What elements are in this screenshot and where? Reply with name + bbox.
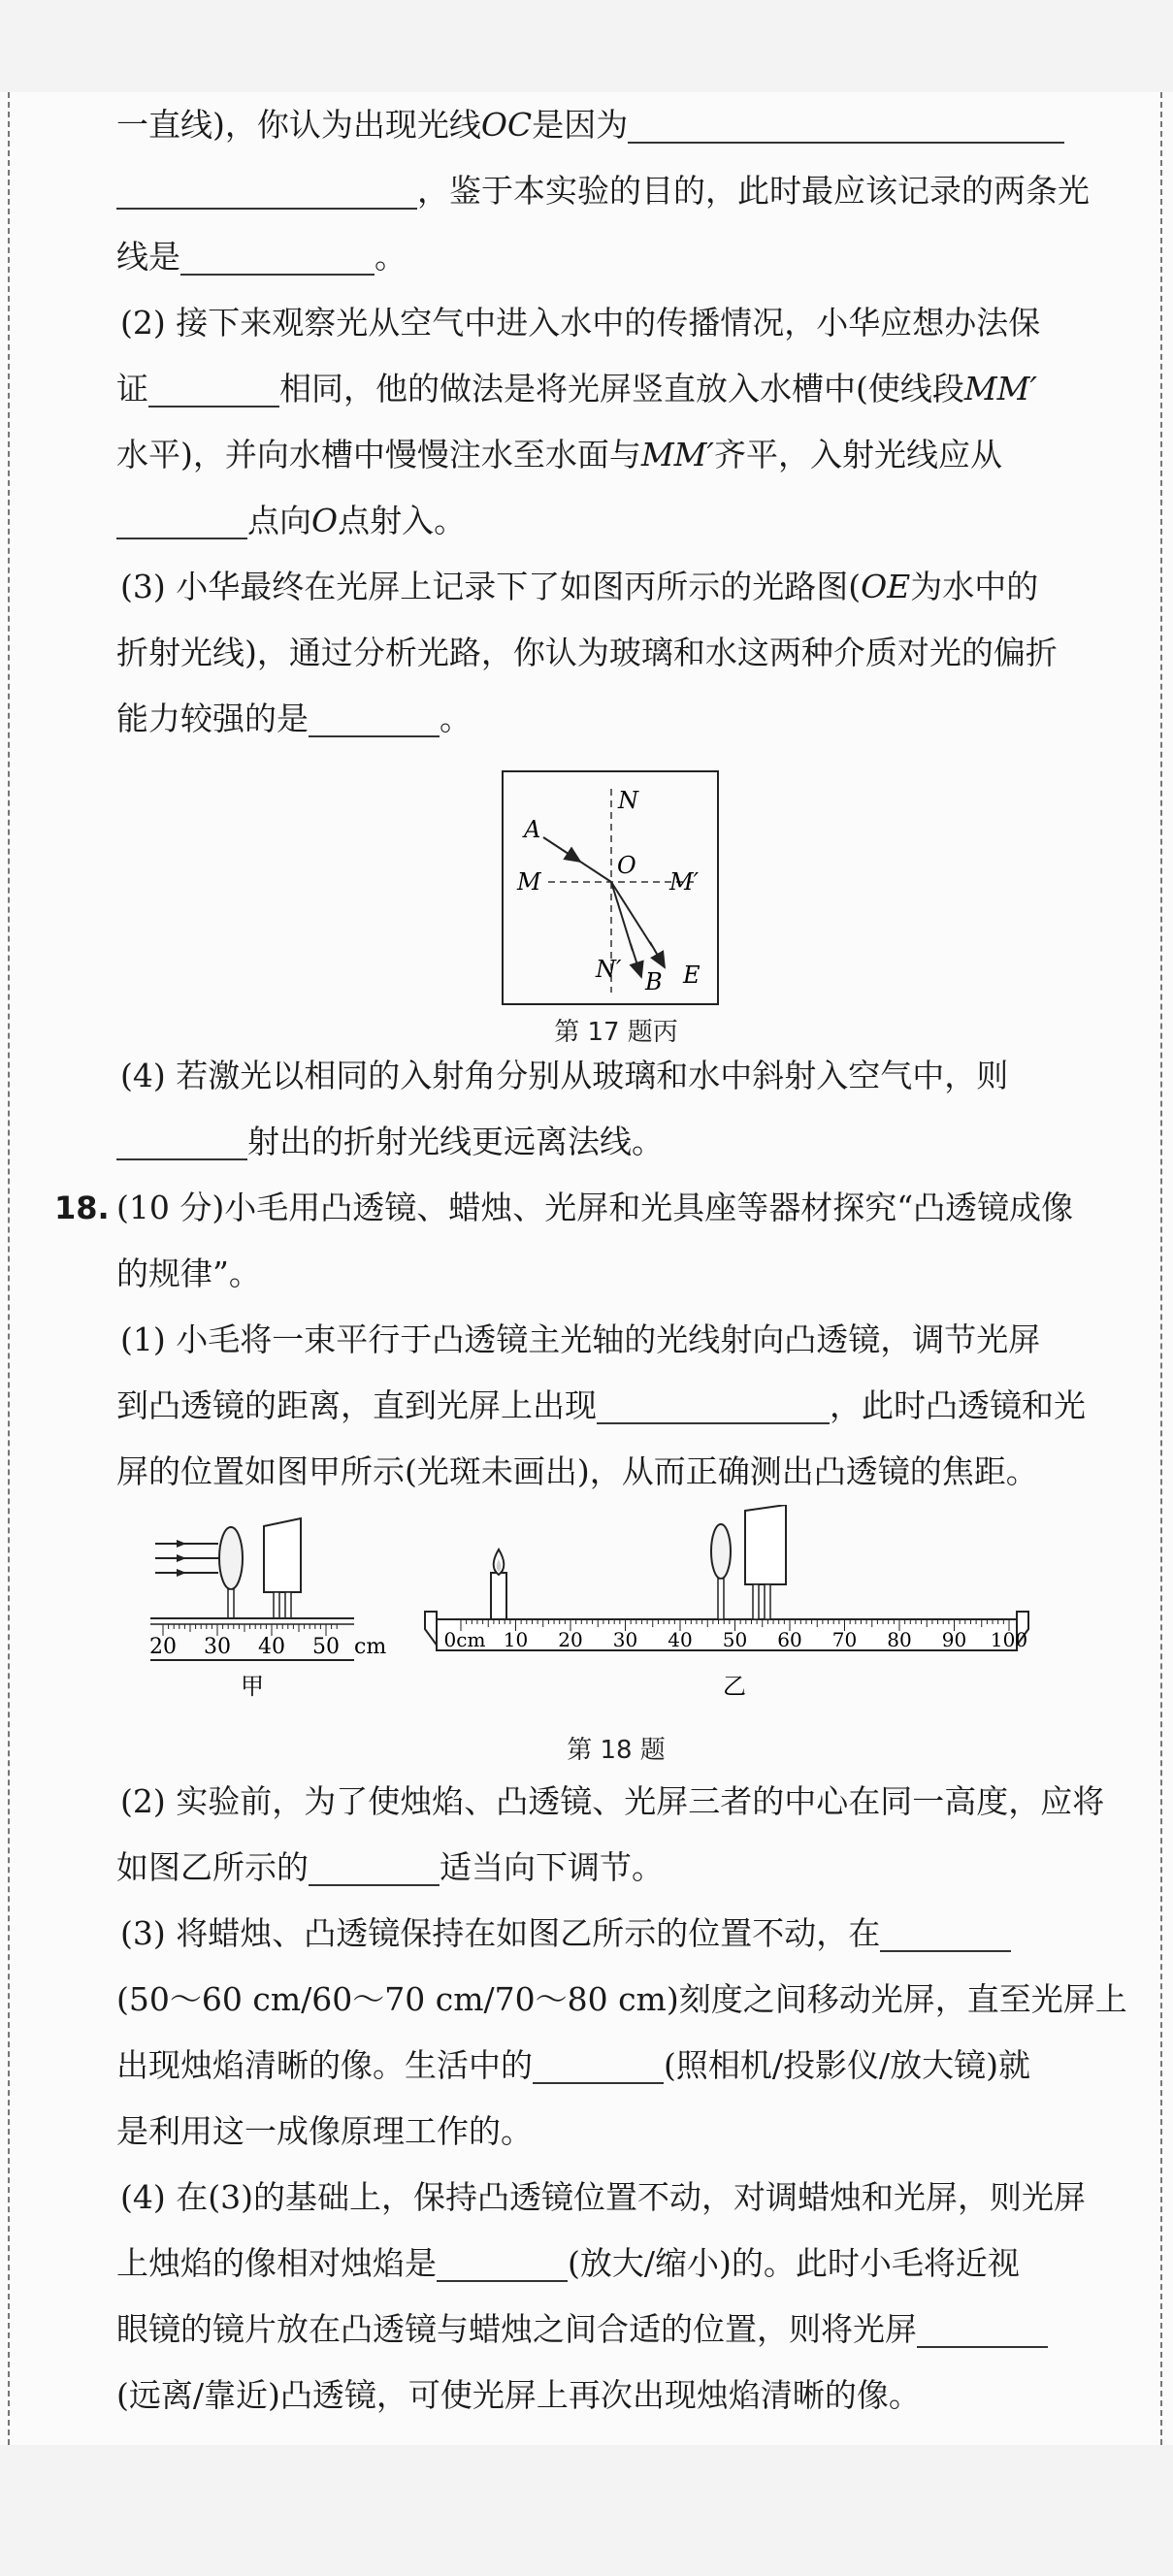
label-o: O <box>617 852 636 879</box>
q18-part1-line-3: 屏的位置如图甲所示(光斑未画出)，从而正确测出凸透镜的焦距。 <box>116 1452 1038 1490</box>
q18-part2-line-2: 如图乙所示的 适当向下调节。 <box>116 1848 664 1886</box>
q17-part4-line-1: (4) 若激光以相同的入射角分别从玻璃和水中斜射入空气中，则 <box>120 1057 1009 1094</box>
q18-part1-line-1: (1) 小毛将一束平行于凸透镜主光轴的光线射向凸透镜，调节光屏 <box>120 1321 1041 1358</box>
answer-blank[interactable] <box>917 2309 1048 2348</box>
yi-tick-label: 20 <box>558 1628 583 1651</box>
jia-tick-label: 50 <box>312 1635 340 1659</box>
figure-18-caption: 第 18 题 <box>567 1736 666 1765</box>
screen-holder <box>753 1584 759 1619</box>
q17-line-2: ，鉴于本实验的目的，此时最应该记录的两条光 <box>116 158 1116 224</box>
answer-blank[interactable] <box>597 1386 830 1424</box>
q18-line-1: 18. (10 分)小毛用凸透镜、蜡烛、光屏和光具座等器材探究“凸透镜成像 <box>116 1175 1116 1241</box>
jia-tick-label: 20 <box>149 1635 177 1659</box>
left-binding-line <box>8 92 10 2445</box>
q18-part2-line-1: (2) 实验前，为了使烛焰、凸透镜、光屏三者的中心在同一高度，应将 <box>120 1782 1105 1820</box>
yi-tick-label: 90 <box>941 1628 967 1651</box>
yi-tick-label: 100 <box>990 1628 1028 1651</box>
lens-holder <box>718 1579 724 1619</box>
jia-tick-label: 30 <box>204 1635 231 1659</box>
candle <box>491 1573 506 1619</box>
answer-blank[interactable] <box>116 1122 247 1160</box>
answer-blank[interactable] <box>628 105 1064 144</box>
figure-label-jia: 甲 <box>241 1673 264 1700</box>
q18-part3-line-4: 是利用这一成像原理工作的。 <box>116 2112 533 2150</box>
incident-ray <box>577 860 611 882</box>
figure-18 <box>116 1505 1116 1769</box>
yi-tick-label: 80 <box>887 1628 912 1651</box>
answer-blank[interactable] <box>116 501 247 539</box>
label-e: E <box>683 962 701 989</box>
q17-line-3: 线是 。 <box>116 238 407 276</box>
refracted-ray-oe-arrow <box>650 942 665 967</box>
answer-blank[interactable] <box>880 1913 1011 1952</box>
yi-tick-label: 60 <box>777 1628 802 1651</box>
q18-part3-line-3: 出现烛焰清晰的像。生活中的 (照相机/投影仪/放大镜)就 <box>116 2046 1030 2084</box>
answer-blank[interactable] <box>437 2243 568 2282</box>
label-n-prime: N′ <box>596 956 622 983</box>
q18-part1-line-2: 到凸透镜的距离，直到光屏上出现 ，此时凸透镜和光 <box>116 1386 1086 1424</box>
q18-part4-line-3: 眼镜的镜片放在凸透镜与蜡烛之间合适的位置，则将光屏 <box>116 2297 1116 2363</box>
q18-part4-line-4: (远离/靠近)凸透镜，可使光屏上再次出现烛焰清晰的像。 <box>116 2376 921 2414</box>
label-m-prime: M′ <box>669 868 700 896</box>
incident-ray-arrow <box>543 837 580 862</box>
figure-17-caption: 第 17 题丙 <box>554 1018 678 1047</box>
top-margin <box>0 0 1173 92</box>
figure-17-bing <box>116 752 1116 1047</box>
jia-unit: cm <box>354 1635 387 1659</box>
q17-part3-line-2: 折射光线)，通过分析光路，你认为玻璃和水这两种介质对光的偏折 <box>116 634 1058 671</box>
bottom-margin <box>0 2445 1173 2576</box>
q17-part2-line-2: 证 相同，他的做法是将光屏竖直放入水槽中(使线段MM′ <box>116 370 1037 408</box>
convex-lens <box>219 1527 243 1589</box>
answer-blank[interactable] <box>309 1847 440 1886</box>
q18-line-2: 的规律”。 <box>116 1255 261 1292</box>
question-number: 18. <box>54 1190 110 1226</box>
refracted-ray-oe <box>611 882 652 946</box>
figure-jia <box>149 1518 386 1700</box>
q17-part3-line-3: 能力较强的是 。 <box>116 700 472 737</box>
figure-label-yi: 乙 <box>723 1673 746 1700</box>
convex-lens <box>711 1524 731 1579</box>
right-binding-line <box>1160 92 1162 2445</box>
yi-tick-label: 0cm <box>443 1628 486 1651</box>
refracted-ray-ob <box>611 882 633 951</box>
q18-part3-line-1: (3) 将蜡烛、凸透镜保持在如图乙所示的位置不动，在 <box>116 1901 1116 1967</box>
jia-ticks <box>149 1624 340 1659</box>
answer-blank[interactable] <box>148 369 279 408</box>
light-screen <box>264 1518 301 1592</box>
q17-part2-line-1: (2) 接下来观察光从空气中进入水中的传播情况，小华应想办法保 <box>120 304 1041 342</box>
answer-blank[interactable] <box>180 237 375 276</box>
label-a: A <box>524 816 541 843</box>
ray-arrows <box>177 1540 186 1577</box>
yi-tick-label: 50 <box>722 1628 748 1651</box>
jia-tick-label: 40 <box>258 1635 285 1659</box>
screen-holder <box>274 1592 279 1618</box>
q17-line-1: 一直线)，你认为出现光线OC是因为 <box>116 92 1116 158</box>
yi-tick-label: 40 <box>668 1628 693 1651</box>
q17-part3-line-1: (3) 小华最终在光屏上记录下了如图丙所示的光路图(OE为水中的 <box>120 568 1039 605</box>
screen-holder <box>765 1584 770 1619</box>
refracted-ray-ob-arrow <box>631 944 641 977</box>
answer-blank[interactable] <box>116 171 417 210</box>
answer-blank[interactable] <box>309 699 440 737</box>
question-content <box>54 92 1127 2429</box>
screen-holder <box>285 1592 291 1618</box>
label-b: B <box>645 968 663 995</box>
yi-tick-label: 30 <box>612 1628 638 1651</box>
q18-part4-line-1: (4) 在(3)的基础上，保持凸透镜位置不动，对调蜡烛和光屏，则光屏 <box>120 2178 1086 2216</box>
light-screen <box>745 1505 786 1584</box>
q18-part3-line-2: (50～60 cm/60～70 cm/70～80 cm)刻度之间移动光屏，直至光屏上 <box>116 1980 1127 2018</box>
q17-part2-line-3: 水平)，并向水槽中慢慢注水至水面与MM′齐平，入射光线应从 <box>116 436 1002 473</box>
label-n: N <box>618 787 638 814</box>
q17-part2-line-4: 点向O点射入。 <box>116 488 1116 554</box>
q17-part4-line-2: 射出的折射光线更远离法线。 <box>116 1109 1116 1175</box>
figure-yi <box>425 1505 1028 1700</box>
label-m: M <box>517 868 541 896</box>
answer-blank[interactable] <box>533 2045 664 2084</box>
yi-tick-label: 70 <box>831 1628 858 1651</box>
yi-tick-label: 10 <box>503 1628 529 1651</box>
lens-holder <box>228 1589 234 1618</box>
q18-part4-line-2: 上烛焰的像相对烛焰是 (放大/缩小)的。此时小毛将近视 <box>116 2244 1020 2282</box>
light-path-diagram <box>116 752 1116 1043</box>
